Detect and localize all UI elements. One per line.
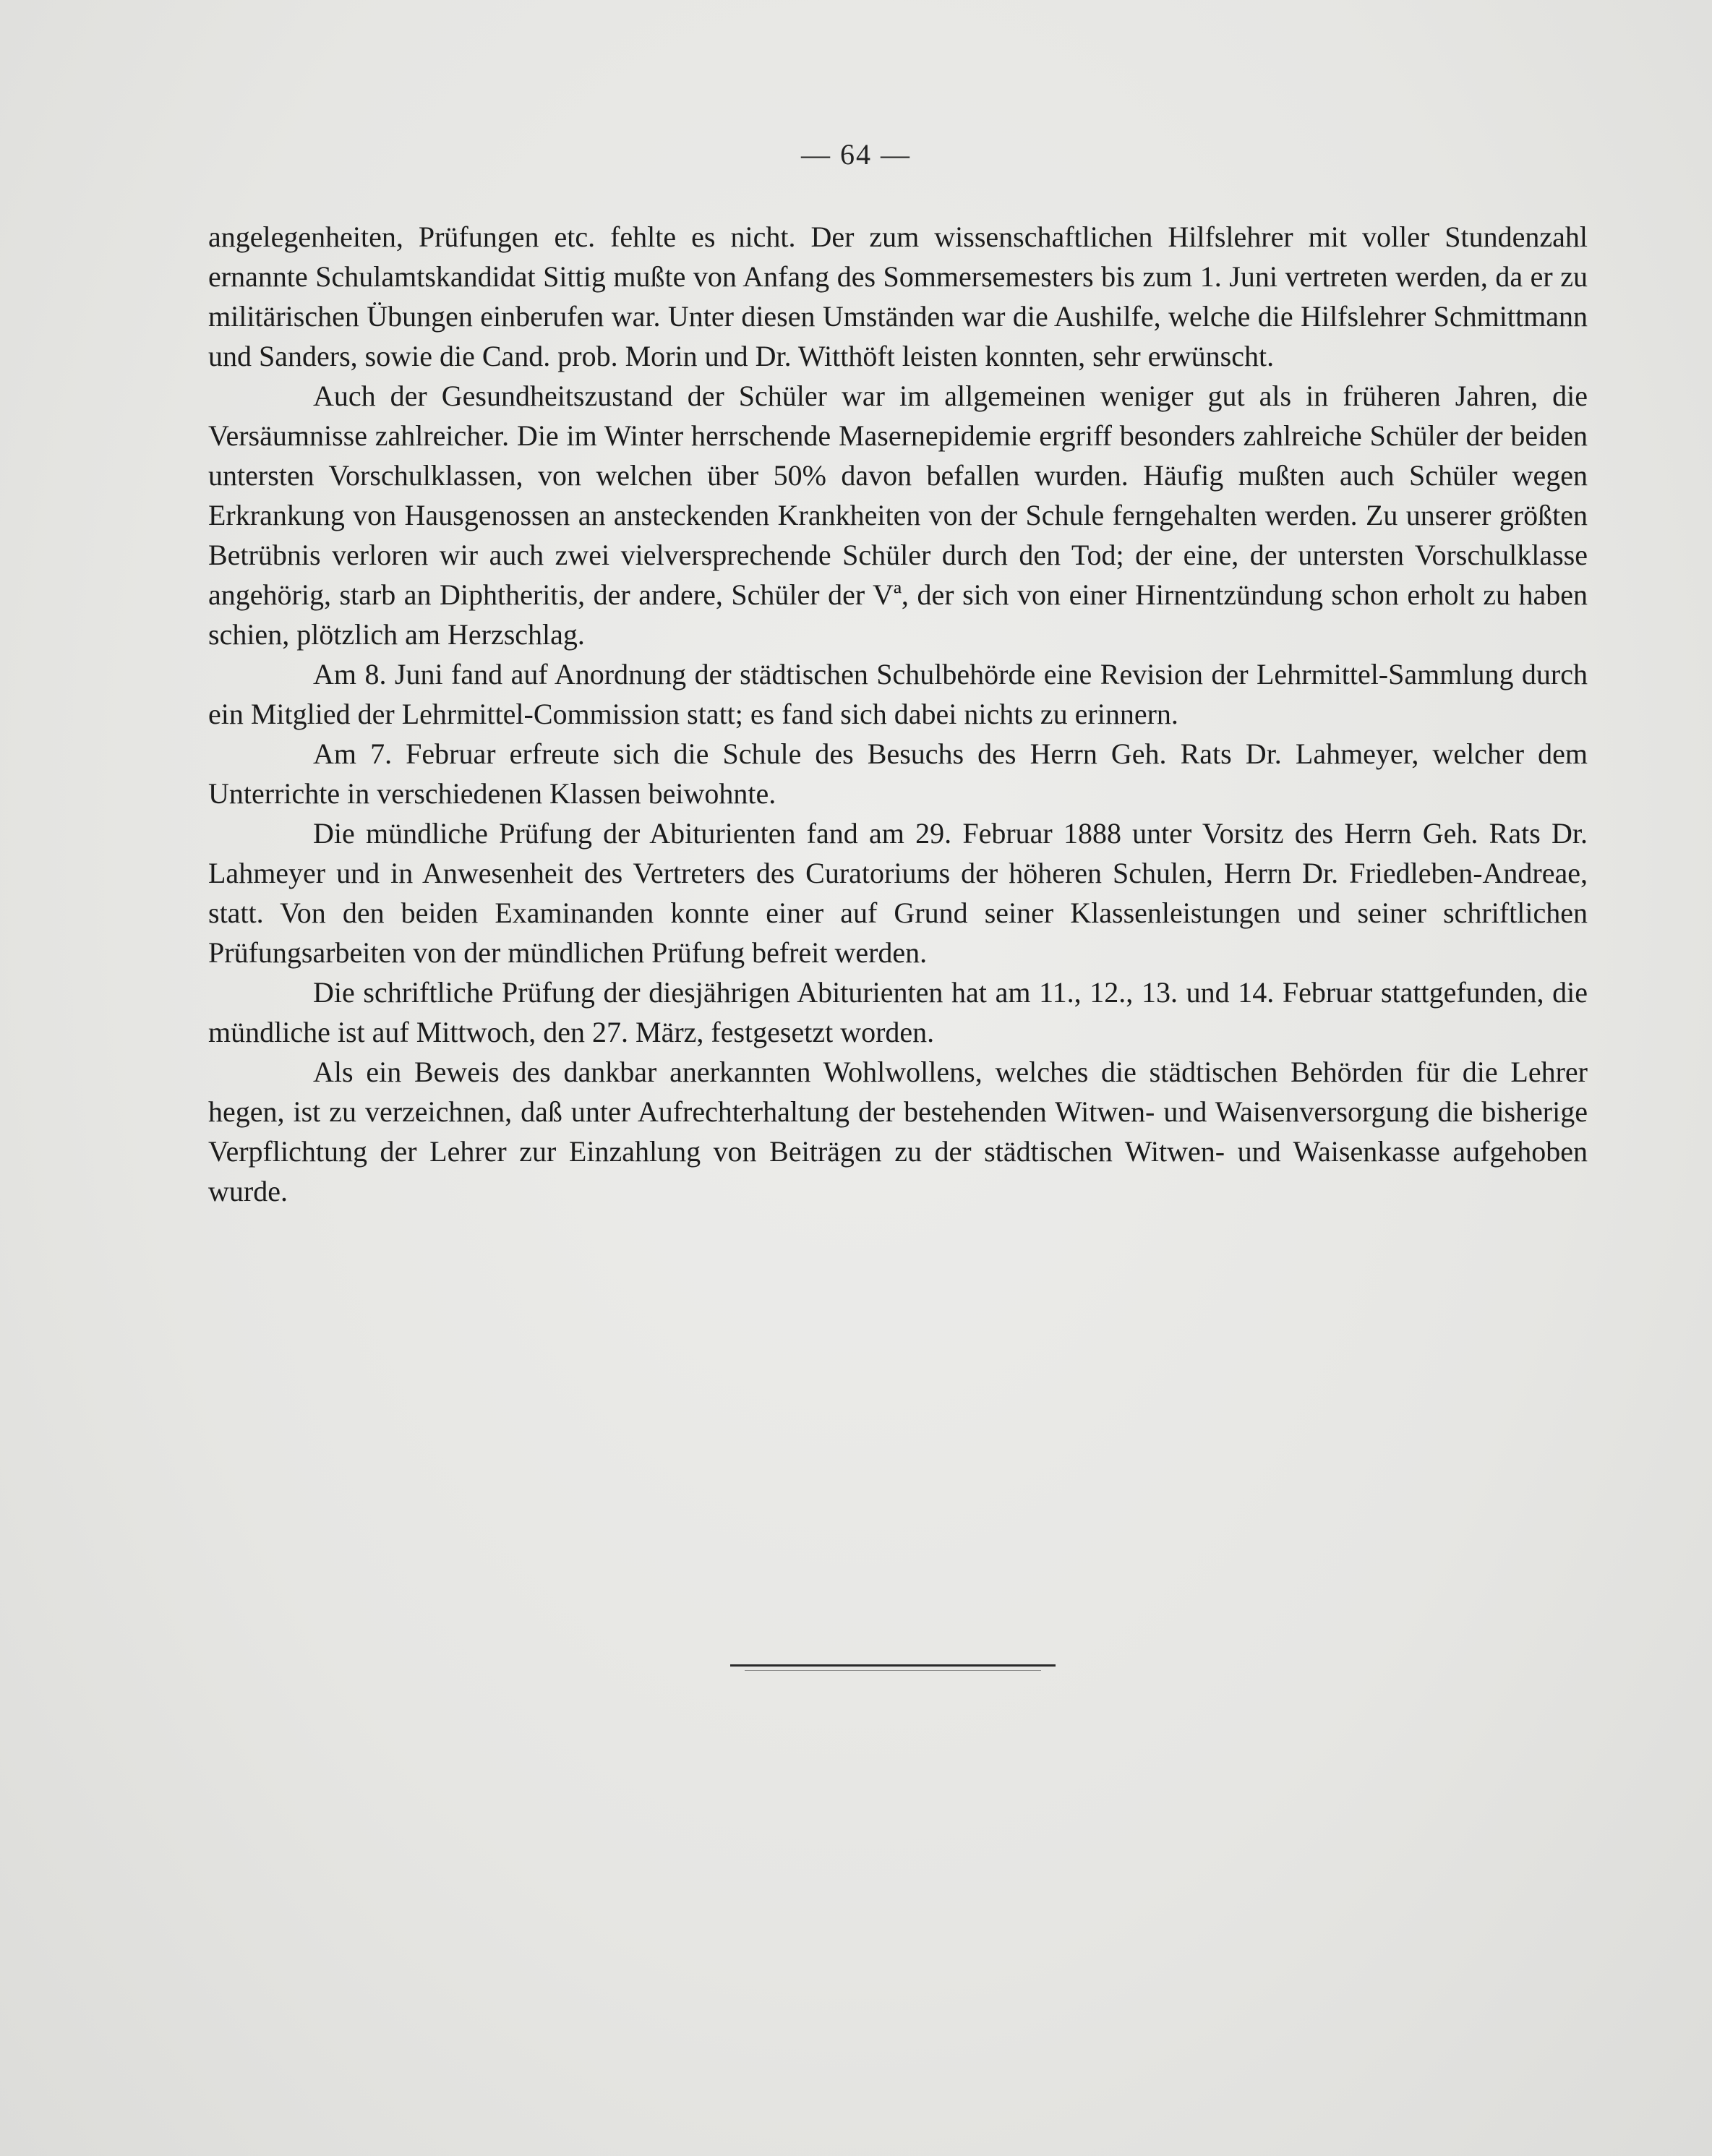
page-number: — 64 — [801, 138, 911, 171]
paragraph-7: Als ein Beweis des dankbar anerkannten Wohlwollens, welches die städtischen Behörden für die Lehrer hegen, ist zu verzeichnen, daß unter Aufrechterhaltung der bestehenden Witwen- und Waisenversorgung die bisherige Verpflichtung der Lehrer zur Einzahlung von Beiträgen zu der städtischen Witwen- und Waisenkasse aufgehoben wurde. [208, 1056, 1588, 1207]
paragraph-3: Am 8. Juni fand auf Anordnung der städtischen Schulbehörde eine Revision der Lehrmittel-Sammlung durch ein Mitglied der Lehrmittel-Commission statt; es fand sich dabei nichts zu erinnern. [208, 658, 1588, 730]
paragraph-1: angelegenheiten, Prüfungen etc. fehlte es nicht. Der zum wissenschaftlichen Hilfslehrer mit voller Stundenzahl ernannte Schulamtskandidat Sittig mußte von Anfang des Sommersemesters bis zum 1. Juni vertreten werden, da er zu militärischen Übungen einberufen war. Unter diesen Umständen war die Aushilfe, welche die Hilfslehrer Schmittmann und Sanders, sowie die Cand. prob. Morin und Dr. Witthöft leisten konnten, sehr erwünscht. [208, 221, 1588, 372]
closing-rule-thin [745, 1670, 1041, 1671]
paragraph-2: Auch der Gesundheitszustand der Schüler war im allgemeinen weniger gut als in früheren Jahren, die Versäumnisse zahlreicher. Die im Winter herrschende Masernepidemie ergriff besonders zahlreiche Schüler der beiden untersten Vorschulklassen, von welchen über 50% davon befallen wurden. Häufig mußten auch Schüler wegen Erkrankung von Hausgenossen an ansteckenden Krankheiten von der Schule ferngehalten werden. Zu unserer größten Betrübnis verloren wir auch zwei vielversprechende Schüler durch den Tod; der eine, der untersten Vorschulklasse angehörig, starb an Diphtheritis, der andere, Schüler der Vª, der sich von einer Hirnentzündung schon erholt zu haben schien, plötzlich am Herzschlag. [208, 380, 1588, 651]
closing-rule [730, 1664, 1056, 1667]
paragraph-6: Die schriftliche Prüfung der diesjährigen Abiturienten hat am 11., 12., 13. und 14. Februar stattgefunden, die mündliche ist auf Mittwoch, den 27. März, festgesetzt worden. [208, 976, 1588, 1048]
body-text [208, 217, 1588, 1211]
paragraph-5: Die mündliche Prüfung der Abiturienten fand am 29. Februar 1888 unter Vorsitz des Herrn Geh. Rats Dr. Lahmeyer und in Anwesenheit des Vertreters des Curatoriums der höheren Schulen, Herrn Dr. Friedleben-Andreae, statt. Von den beiden Examinanden konnte einer auf Grund seiner Klassenleistungen und seiner schriftlichen Prüfungsarbeiten von der mündlichen Prüfung befreit werden. [208, 817, 1588, 969]
paragraph-4: Am 7. Februar erfreute sich die Schule des Besuchs des Herrn Geh. Rats Dr. Lahmeyer, welcher dem Unterrichte in verschiedenen Klassen beiwohnte. [208, 737, 1588, 810]
